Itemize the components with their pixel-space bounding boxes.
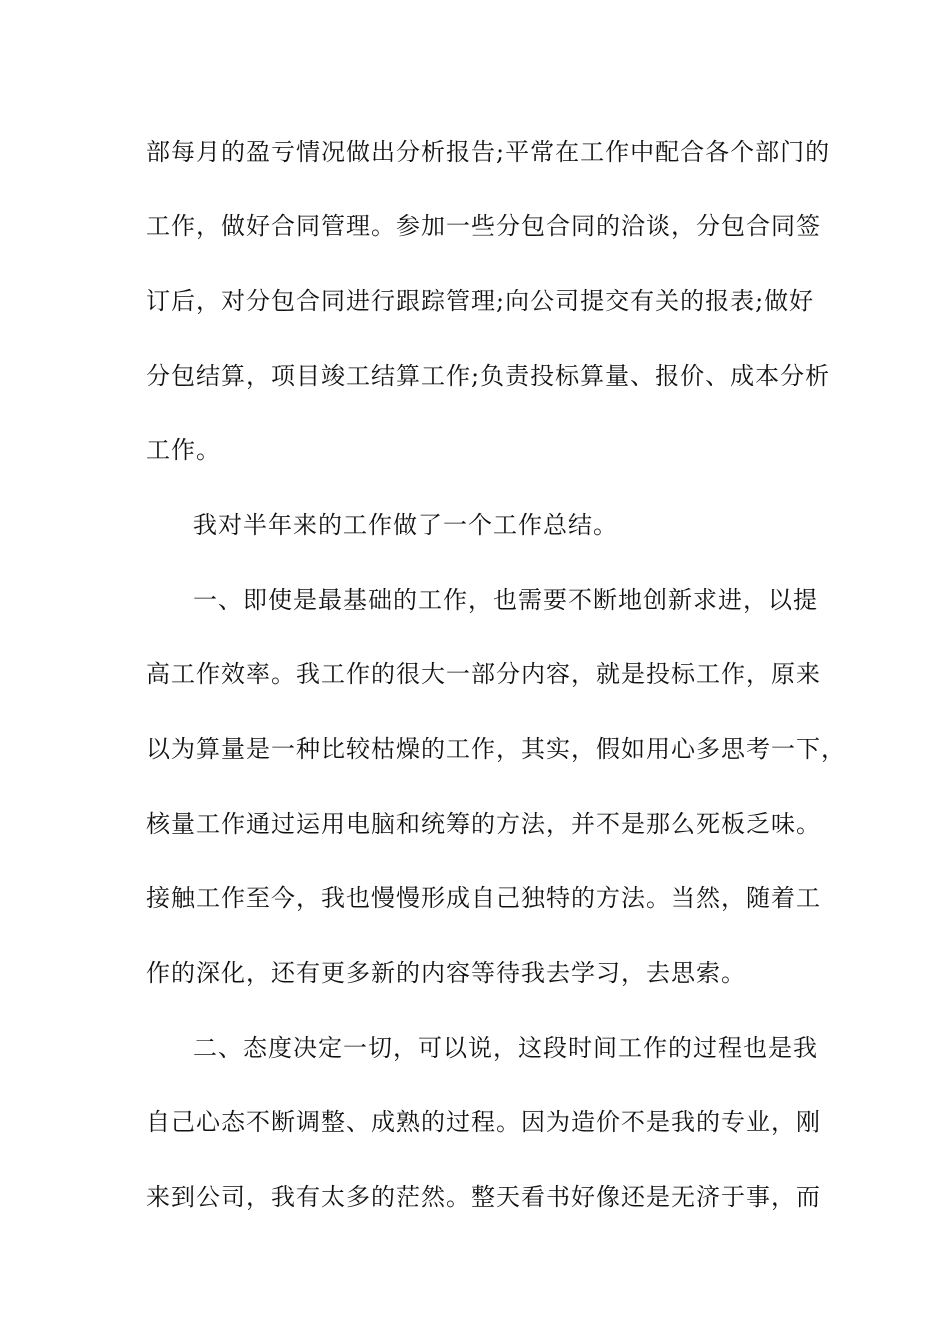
text-line: 高工作效率。我工作的很大一部分内容，就是投标工作，原来 — [146, 660, 821, 688]
text-line: 工作，做好合同管理。参加一些分包合同的洽谈，分包合同签 — [146, 212, 821, 240]
text-line: 核量工作通过运用电脑和统筹的方法，并不是那么死板乏味。 — [146, 810, 821, 838]
text-line: 工作。 — [146, 436, 221, 464]
text-line: 接触工作至今，我也慢慢形成自己独特的方法。当然，随着工 — [146, 884, 821, 912]
text-line: 作的深化，还有更多新的内容等待我去学习，去思索。 — [146, 959, 746, 987]
section-one-start: 一、即使是最基础的工作，也需要不断地创新求进，以提 — [193, 586, 818, 614]
paragraph-intro: 我对半年来的工作做了一个工作总结。 — [193, 511, 618, 539]
section-two-start: 二、态度决定一切，可以说，这段时间工作的过程也是我 — [193, 1034, 818, 1062]
text-line: 分包结算，项目竣工结算工作;负责投标算量、报价、成本分析 — [146, 362, 831, 390]
text-line: 部每月的盈亏情况做出分析报告;平常在工作中配合各个部门的 — [146, 138, 831, 166]
text-line: 自己心态不断调整、成熟的过程。因为造价不是我的专业，刚 — [146, 1108, 821, 1136]
text-line: 以为算量是一种比较枯燥的工作，其实，假如用心多思考一下， — [146, 735, 846, 763]
text-line: 订后，对分包合同进行跟踪管理;向公司提交有关的报表;做好 — [146, 287, 815, 315]
text-line: 来到公司，我有太多的茫然。整天看书好像还是无济于事，而 — [146, 1183, 821, 1211]
